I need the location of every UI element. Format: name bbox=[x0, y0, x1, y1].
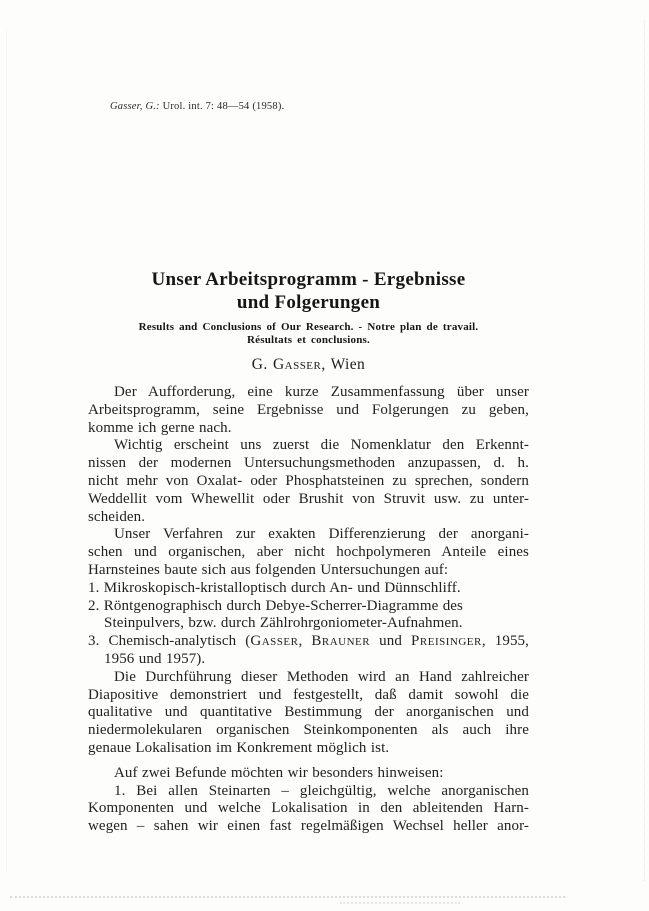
article-heading bbox=[88, 268, 529, 374]
small-caps-name: Preisinger bbox=[411, 633, 482, 650]
small-caps-name: Gasser bbox=[250, 633, 299, 650]
text-line: wegen – sahen wir einen fast regelmäßigen Wechsel heller anor- bbox=[88, 818, 529, 835]
text-line: genaue Lokalisation im Konkrement möglich ist. bbox=[88, 739, 390, 756]
text-line: Die Durchführung dieser Methoden wird an Hand zahlreicher bbox=[114, 668, 529, 685]
text-line: komme ich gerne nach. bbox=[88, 419, 232, 436]
text-line: nicht mehr von Oxalat- oder Phosphatsteinen zu sprechen, sondern bbox=[88, 472, 529, 489]
translated-subtitle bbox=[88, 321, 529, 346]
text-line: Weddellit vom Whewellit oder Brushit von Struvit usw. zu unter- bbox=[88, 490, 529, 507]
italic-text: Gasser, G.: bbox=[110, 101, 160, 112]
text-line: qualitative und quantitative Bestimmung der anorganischen und bbox=[88, 704, 529, 721]
list-item bbox=[88, 633, 529, 669]
paragraph bbox=[88, 783, 529, 836]
text-line: Diapositive demonstriert und festgestellt, daß damit sowohl die bbox=[88, 686, 529, 703]
subtitle-line-2: Résultats et conclusions. bbox=[247, 333, 370, 346]
list-item bbox=[88, 580, 529, 598]
article-title-line-1: Unser Arbeitsprogramm - Ergebnisse bbox=[151, 269, 466, 290]
text-line: Arbeitsprogramm, seine Ergebnisse und Folgerungen zu geben, bbox=[88, 401, 529, 418]
text-line: schen und organischen, aber nicht hochpolymeren Anteile eines bbox=[88, 544, 529, 561]
article-body bbox=[88, 384, 529, 836]
scan-artifact-bottom-dots-2 bbox=[340, 902, 460, 904]
text-line: Komponenten und welche Lokalisation in den ableitenden Harn- bbox=[88, 800, 529, 817]
text-line: niedermolekularen organischen Steinkomponenten als auch ihre bbox=[88, 722, 529, 739]
text-line: Steinpulvers, bzw. durch Zählrohrgoniometer-Aufnahmen. bbox=[104, 615, 463, 632]
text-line: Wichtig erscheint uns zuerst die Nomenklatur den Erkennt- bbox=[114, 437, 529, 454]
small-caps-name: Brauner bbox=[311, 633, 371, 650]
text-line: Harnsteines baute sich aus folgenden Untersuchungen auf: bbox=[88, 561, 449, 578]
subtitle-line-1: Results and Conclusions of Our Research. - Notre plan de travail. bbox=[138, 321, 479, 333]
text-line: Der Aufforderung, eine kurze Zusammenfassung über unser bbox=[114, 384, 529, 400]
author-line: G. Gasser, Wien bbox=[251, 356, 366, 373]
text-line: 1. Mikroskopisch-kristalloptisch durch An- und Dünnschliff. bbox=[88, 579, 461, 596]
journal-citation: Gasser, G.: Urol. int. 7: 48—54 (1958). bbox=[110, 101, 285, 112]
text-line: nissen der modernen Untersuchungsmethoden anzupassen, d. h. bbox=[88, 455, 529, 472]
text-line: 2. Röntgenographisch durch Debye-Scherrer-Diagramme des bbox=[88, 597, 463, 614]
small-caps-name: Gasser bbox=[272, 356, 322, 373]
text-line: 3. Chemisch-analytisch (Gasser, Brauner und Preisinger, 1955, bbox=[88, 633, 530, 650]
paragraph bbox=[88, 526, 529, 579]
list-item bbox=[88, 598, 529, 634]
paragraph bbox=[88, 765, 529, 783]
paragraph bbox=[88, 669, 529, 758]
text-line: Auf zwei Befunde möchten wir besonders hinweisen: bbox=[114, 764, 444, 781]
text-line: 1. Bei allen Steinarten – gleichgültig, welche anorganischen bbox=[114, 782, 529, 799]
text-line: scheiden. bbox=[88, 508, 146, 525]
scan-artifact-right-edge bbox=[644, 20, 645, 881]
text-line: 1956 und 1957). bbox=[104, 650, 206, 667]
text-line: Unser Verfahren zur exakten Differenzierung der anorgani- bbox=[114, 526, 529, 543]
scan-artifact-bottom-dots bbox=[10, 896, 565, 898]
article-title-line-2: und Folgerungen bbox=[236, 292, 381, 313]
scan-artifact-left-edge bbox=[6, 30, 7, 871]
paragraph bbox=[88, 437, 529, 526]
paragraph bbox=[88, 384, 529, 437]
